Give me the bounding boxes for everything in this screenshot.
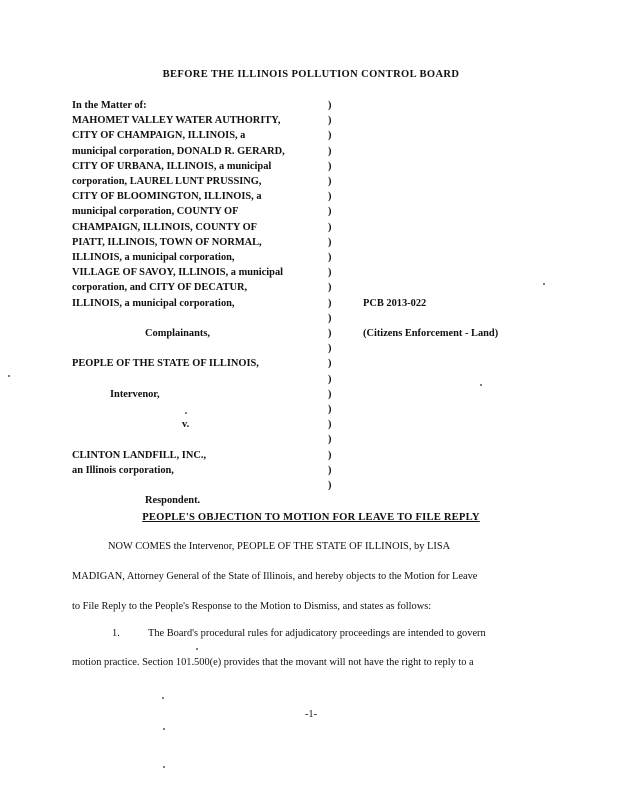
complainants-label: Complainants, bbox=[145, 328, 210, 340]
caption-line: ILLINOIS, a municipal corporation, bbox=[72, 252, 235, 264]
caption-line: CITY OF CHAMPAIGN, ILLINOIS, a bbox=[72, 130, 246, 142]
paren: ) bbox=[328, 282, 332, 294]
scan-speck bbox=[162, 697, 164, 699]
caption-line: VILLAGE OF SAVOY, ILLINOIS, a municipal bbox=[72, 267, 284, 279]
respondent-description: an Illinois corporation, bbox=[72, 464, 174, 476]
paren: ) bbox=[328, 464, 332, 476]
respondent-label: Respondent. bbox=[145, 495, 201, 507]
paren: ) bbox=[328, 449, 332, 461]
scan-speck bbox=[163, 728, 165, 730]
paren: ) bbox=[328, 145, 332, 157]
paren: ) bbox=[328, 115, 332, 127]
paren: ) bbox=[328, 100, 332, 111]
scan-speck bbox=[185, 412, 187, 414]
scan-speck bbox=[196, 648, 198, 650]
scan-speck bbox=[543, 283, 545, 285]
versus-label: v. bbox=[182, 419, 190, 431]
paren: ) bbox=[328, 176, 332, 188]
intervenor-party: PEOPLE OF THE STATE OF ILLINOIS, bbox=[72, 358, 259, 370]
caption-parentheses bbox=[328, 98, 338, 493]
case-type: (Citizens Enforcement - Land) bbox=[363, 328, 499, 339]
board-title: BEFORE THE ILLINOIS POLLUTION CONTROL BOARD bbox=[162, 69, 460, 80]
caption-line: MAHOMET VALLEY WATER AUTHORITY, bbox=[72, 115, 281, 127]
caption-line: In the Matter of: bbox=[72, 100, 147, 111]
caption-line: CHAMPAIGN, ILLINOIS, COUNTY OF bbox=[72, 221, 258, 233]
paragraph-number: 1. bbox=[112, 628, 120, 639]
paren: ) bbox=[328, 191, 332, 203]
paren: ) bbox=[328, 358, 332, 370]
paren: ) bbox=[328, 480, 332, 492]
paren: ) bbox=[328, 236, 332, 248]
paren: ) bbox=[328, 312, 332, 324]
scan-speck bbox=[8, 375, 10, 377]
caption-line: corporation, and CITY OF DECATUR, bbox=[72, 282, 248, 294]
case-number: PCB 2013-022 bbox=[363, 298, 427, 309]
paren: ) bbox=[328, 221, 332, 233]
numbered-paragraph bbox=[72, 628, 592, 639]
paren: ) bbox=[328, 206, 332, 218]
paren: ) bbox=[328, 328, 332, 340]
paren: ) bbox=[328, 130, 332, 142]
paren: ) bbox=[328, 388, 332, 400]
body-line: motion practice. Section 101.500(e) provides that the movant will not have the right to reply to a bbox=[72, 657, 474, 668]
caption-line: municipal corporation, COUNTY OF bbox=[72, 206, 239, 218]
paren: ) bbox=[328, 373, 332, 385]
caption-line: PIATT, ILLINOIS, TOWN OF NORMAL, bbox=[72, 236, 262, 248]
caption-line: ILLINOIS, a municipal corporation, bbox=[72, 297, 235, 309]
paren: ) bbox=[328, 160, 332, 172]
body-line: MADIGAN, Attorney General of the State of Illinois, and hereby objects to the Motion for Leave bbox=[72, 571, 478, 582]
page-number: -1- bbox=[304, 709, 318, 720]
body-line: NOW COMES the Intervenor, PEOPLE OF THE STATE OF ILLINOIS, by LISA bbox=[108, 541, 451, 552]
paren: ) bbox=[328, 419, 332, 431]
caption-line: CITY OF URBANA, ILLINOIS, a municipal bbox=[72, 160, 272, 172]
case-caption bbox=[72, 98, 334, 508]
caption-line: municipal corporation, DONALD R. GERARD, bbox=[72, 145, 285, 157]
scan-speck bbox=[480, 384, 482, 386]
scan-speck bbox=[163, 766, 165, 768]
paren: ) bbox=[328, 404, 332, 416]
document-heading: PEOPLE'S OBJECTION TO MOTION FOR LEAVE TO FILE REPLY bbox=[142, 512, 480, 523]
paren: ) bbox=[328, 297, 332, 309]
paren: ) bbox=[328, 434, 332, 446]
paren: ) bbox=[328, 252, 332, 264]
paragraph-text: The Board's procedural rules for adjudicatory proceedings are intended to govern bbox=[148, 628, 486, 639]
respondent-name: CLINTON LANDFILL, INC., bbox=[72, 449, 207, 461]
paren: ) bbox=[328, 267, 332, 279]
paren: ) bbox=[328, 343, 332, 355]
caption-line: CITY OF BLOOMINGTON, ILLINOIS, a bbox=[72, 191, 262, 203]
body-line: to File Reply to the People's Response to the Motion to Dismiss, and states as follows: bbox=[72, 601, 432, 612]
caption-line: corporation, LAUREL LUNT PRUSSING, bbox=[72, 176, 262, 188]
intervenor-label: Intervenor, bbox=[110, 388, 160, 400]
